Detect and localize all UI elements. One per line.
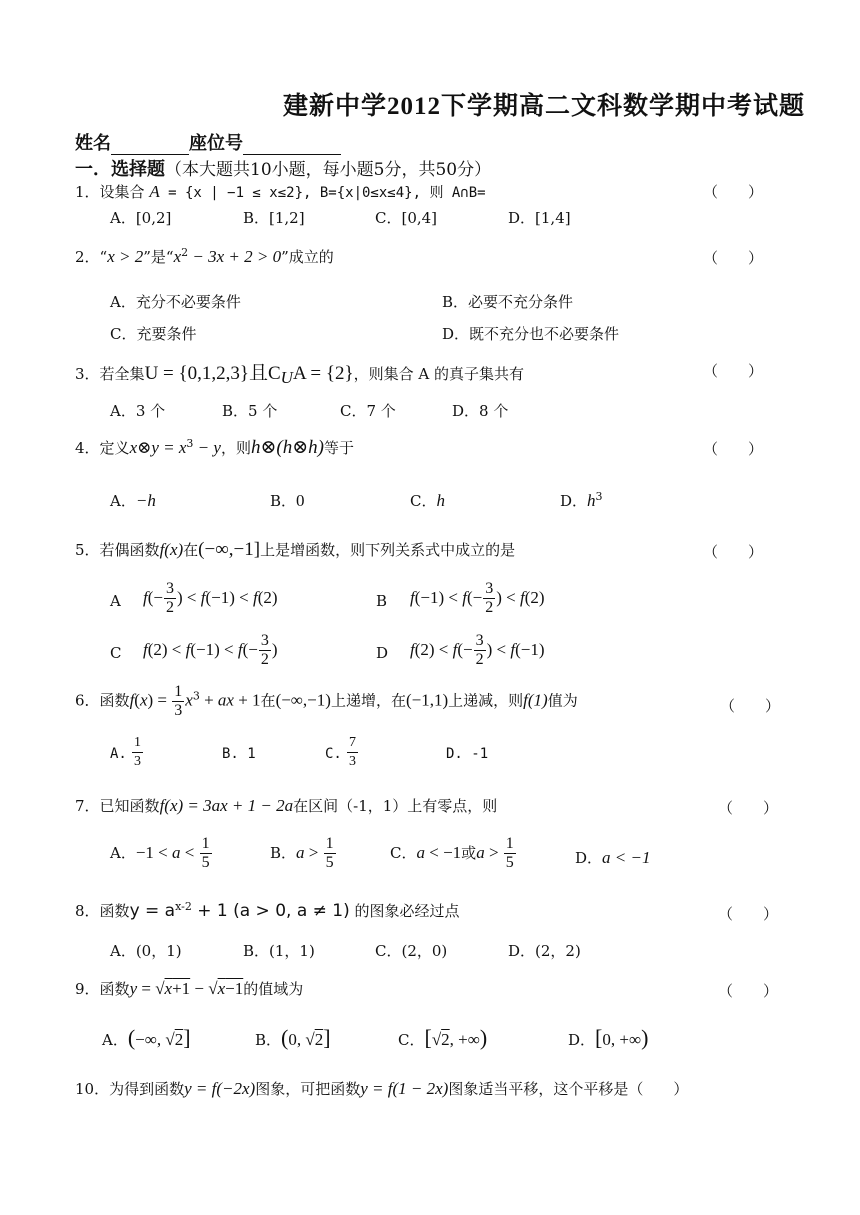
q9-text: 的值域为 xyxy=(243,980,304,998)
student-info-line xyxy=(75,129,341,155)
q9-option-a-label: A． xyxy=(102,1031,128,1049)
q1-number: 1． xyxy=(75,183,100,201)
q9-option-c: C．[√2, +∞) xyxy=(398,1025,488,1050)
q3-text: ，则集合 A 的真子集共有 xyxy=(353,365,524,383)
seat-label: 座位号 xyxy=(189,133,243,154)
q5-stem xyxy=(75,539,515,561)
q8-answer-bracket[interactable]: （ ） xyxy=(718,905,779,923)
q4-expr: x⊗y = x xyxy=(129,438,187,457)
q4-expr: − y xyxy=(193,438,221,457)
q3-option-c: C．7 个 xyxy=(340,402,396,420)
q4-number: 4． xyxy=(75,439,100,457)
q10-expr2: y = f(1 − 2x) xyxy=(360,1079,449,1098)
q6-text: 在 xyxy=(260,691,276,710)
q9-option-b: B．(0, √2] xyxy=(255,1025,331,1050)
q6-text: 函数 xyxy=(99,691,130,710)
q6-expr4: f(1) xyxy=(523,690,548,710)
q2-option-c: C．充要条件 xyxy=(110,325,197,343)
q4-option-c xyxy=(410,490,445,511)
q5-option-b-label: B xyxy=(376,592,388,610)
q9-number: 9． xyxy=(75,980,100,998)
q1-set-a: A xyxy=(149,182,160,201)
q6-option-a-value: $\frac{1}{3}$ xyxy=(134,735,141,769)
q4-option-d-label: D． xyxy=(560,492,588,510)
q5-option-c-expr: f(2) < f(−1) < f(− $\frac{3}{2}$ ) xyxy=(143,632,278,668)
q6-option-d-value: -1 xyxy=(471,746,489,762)
q2-expr2: − 3x + 2 > 0 xyxy=(188,247,282,266)
q7-text: 在区间（-1，1）上有零点，则 xyxy=(293,797,498,815)
q7-option-c: C．a < −1或a > $\frac{1}{5}$ xyxy=(390,835,514,871)
q9-option-d: D．[0, +∞) xyxy=(568,1025,649,1050)
q10-text: 图象，可把函数 xyxy=(255,1080,361,1098)
q7-answer-bracket[interactable]: （ ） xyxy=(718,799,779,817)
q7-option-a: A．−1 < a < $\frac{1}{5}$ xyxy=(110,835,210,871)
q3-option-d: D．8 个 xyxy=(452,402,509,420)
q10-expr: y = f(−2x) xyxy=(184,1079,256,1098)
q5-number: 5． xyxy=(75,541,100,559)
q6-interval2: (−1,1) xyxy=(405,690,449,710)
q5-text: 在 xyxy=(183,541,199,559)
q4-option-d: D．$h^3$ xyxy=(560,490,603,510)
q2-text: “ xyxy=(99,248,108,266)
q7-stem xyxy=(75,795,497,816)
q5-option-d-label: D xyxy=(376,644,389,662)
name-blank[interactable] xyxy=(111,136,189,155)
q7-option-d-value: a < −1 xyxy=(602,848,651,867)
q7-number: 7． xyxy=(75,797,100,815)
q4-option-d-value: h xyxy=(587,491,596,510)
q5-option-a-expr: f(− $\frac{3}{2}$ ) < f(−1) < f(2) xyxy=(143,580,278,616)
section-heading xyxy=(75,155,491,181)
q4-option-a-label: A． xyxy=(110,492,136,510)
q5-option-a-label: A xyxy=(110,592,121,610)
q6-text: 值为 xyxy=(547,691,578,710)
q2-expr2: x xyxy=(173,247,182,266)
q6-number: 6． xyxy=(75,691,100,710)
q8-stem xyxy=(75,900,460,921)
q4-answer-bracket[interactable]: （ ） xyxy=(703,440,764,458)
q8-text: 的图象必经过点 xyxy=(349,902,460,920)
q5-option-b-expr: f(−1) < f(− $\frac{3}{2}$ ) < f(2) xyxy=(410,580,545,616)
q4-text: ，则 xyxy=(220,439,251,457)
seat-blank[interactable] xyxy=(243,136,341,155)
q4-option-b xyxy=(270,490,305,511)
q8-text: 函数 xyxy=(99,902,130,920)
q6-option-c-label: C. xyxy=(325,746,342,762)
q5-text: 若偶函数 xyxy=(99,541,160,559)
q6-text: 上递增，在 xyxy=(330,691,406,710)
q9-answer-bracket[interactable]: （ ） xyxy=(718,982,779,1000)
q5-answer-bracket[interactable]: （ ） xyxy=(703,543,764,561)
q5-option-c-label: C xyxy=(110,644,122,662)
q4-option-b-label: B． xyxy=(270,492,297,510)
q7-expr: f(x) = 3ax + 1 − 2a xyxy=(159,796,294,815)
q9-text: 函数 xyxy=(99,980,130,998)
q2-text: ”成立的 xyxy=(281,248,334,266)
q4-option-c-label: C． xyxy=(410,492,437,510)
q1-option-b: B．[1,2] xyxy=(243,209,305,227)
q2-stem: 2．“x > 2”是“$x^2 - 3x + 2 > 0$”成立的 xyxy=(75,246,334,266)
q3-expr: U = {0,1,2,3}且C xyxy=(144,363,281,384)
q5-option-d-expr: f(2) < f(− $\frac{3}{2}$ ) < f(−1) xyxy=(410,632,545,668)
q4-option-c-value: h xyxy=(436,491,445,510)
q4-stem: 4．定义x⊗y = $x^3 - y$，则h⊗(h⊗h)等于 xyxy=(75,437,354,458)
q4-expr2: h⊗(h⊗h) xyxy=(250,437,324,458)
q6-option-c-value: $\frac{7}{3}$ xyxy=(349,735,356,769)
q3-stem: 3．若全集U = {0,1,2,3}且$C_UA = \{2\}$，则集合 A 的真子集共有 xyxy=(75,363,524,387)
q6-text: 上递减，则 xyxy=(448,691,524,710)
q3-expr2: A = {2} xyxy=(292,363,354,384)
q3-option-a: A．3 个 xyxy=(110,402,166,420)
q4-option-b-value: 0 xyxy=(296,491,305,510)
q9-option-b-label: B． xyxy=(255,1031,282,1049)
q7-option-c-conj: 或 xyxy=(461,844,477,862)
q6-option-d xyxy=(446,746,488,762)
q5-expr: f(x) xyxy=(159,540,184,559)
q10-number: 10． xyxy=(75,1080,110,1098)
q9-stem: 9．函数y = √x+1 − √x−1的值域为 xyxy=(75,979,304,998)
q9-option-d-label: D． xyxy=(568,1031,596,1049)
q10-text: 图象适当平移，这个平移是（ ） xyxy=(448,1080,689,1098)
q2-text: ”是“ xyxy=(143,248,174,266)
q7-option-d-label: D． xyxy=(575,849,603,867)
q6-option-b-value: 1 xyxy=(247,746,256,762)
q7-option-b-label: B． xyxy=(270,844,297,862)
q7-option-c-label: C． xyxy=(390,844,417,862)
q3-option-b: B．5 个 xyxy=(222,402,278,420)
q6-option-b xyxy=(222,746,256,762)
q1-stem xyxy=(75,181,486,202)
q8-option-a: A．(0，1) xyxy=(110,942,182,960)
q2-option-a: A．充分不必要条件 xyxy=(110,293,241,311)
name-label: 姓名 xyxy=(75,133,111,154)
q5-text: 上是增函数，则下列关系式中成立的是 xyxy=(260,541,516,559)
q2-expr1: x > 2 xyxy=(107,247,144,266)
section-note: （本大题共10小题，每小题5分，共50分） xyxy=(165,160,492,180)
q6-answer-bracket[interactable]: （ ） xyxy=(720,697,781,715)
q4-option-a-value: −h xyxy=(135,491,156,510)
q1-answer-bracket[interactable]: （ ） xyxy=(703,183,764,201)
q8-number: 8． xyxy=(75,902,100,920)
q7-text: 已知函数 xyxy=(99,797,160,815)
q6-option-b-label: B. xyxy=(222,746,239,762)
q1-option-c: C．[0,4] xyxy=(375,209,438,227)
q8-expr: y = a xyxy=(129,901,176,921)
q5-expr2: (−∞,−1] xyxy=(198,539,261,560)
page-title: 建新中学2012下学期高二文科数学期中考试题 xyxy=(283,93,806,120)
q6-option-a-label: A. xyxy=(110,746,127,762)
q2-option-b: B．必要不充分条件 xyxy=(442,293,574,311)
q1-text: 设集合 xyxy=(99,183,150,201)
q3-text: 若全集 xyxy=(99,365,145,383)
q8-option-b: B．(1，1) xyxy=(243,942,315,960)
q8-expr: + 1 (a > 0, a ≠ 1) xyxy=(191,901,350,921)
section-title: 一．选择题 xyxy=(75,159,165,180)
q3-answer-bracket[interactable]: （ ） xyxy=(703,362,764,380)
q9-option-a: A．(−∞, √2] xyxy=(102,1025,191,1050)
q7-option-d xyxy=(575,847,650,868)
q9-option-c-label: C． xyxy=(398,1031,425,1049)
q8-exponent: x-2 xyxy=(175,900,192,913)
q4-text: 定义 xyxy=(99,439,130,457)
q6-expr: f xyxy=(129,690,135,710)
q6-option-d-label: D. xyxy=(446,746,463,762)
q7-option-a-label: A． xyxy=(110,844,136,862)
q8-option-d: D．(2，2) xyxy=(508,942,581,960)
q10-stem xyxy=(75,1078,688,1099)
q6-stem: 6．函数f(x) = $\frac{1}{3}$ $x^3$ + ax + 1在(−∞,−1)上递增，在(−1,1)上递减，则f(1)值为 xyxy=(75,683,578,719)
q3-number: 3． xyxy=(75,365,100,383)
q1-option-a: A．[0,2] xyxy=(110,209,172,227)
q2-option-d: D．既不充分也不必要条件 xyxy=(442,325,620,343)
q10-text: 为得到函数 xyxy=(109,1080,185,1098)
q2-answer-bracket[interactable]: （ ） xyxy=(703,249,764,267)
q9-expr: y xyxy=(129,979,138,998)
q4-text: 等于 xyxy=(323,439,354,457)
q2-number: 2． xyxy=(75,248,100,266)
q7-option-b: B．a > $\frac{1}{5}$ xyxy=(270,835,334,871)
q1-expr: = {x | −1 ≤ x≤2}, B={x|0≤x≤4}, 则 A∩B= xyxy=(159,185,486,201)
q4-option-a xyxy=(110,490,156,511)
q1-option-d: D．[1,4] xyxy=(508,209,571,227)
q6-interval1: (−∞,−1) xyxy=(275,690,331,710)
q8-option-c: C．(2，0) xyxy=(375,942,448,960)
